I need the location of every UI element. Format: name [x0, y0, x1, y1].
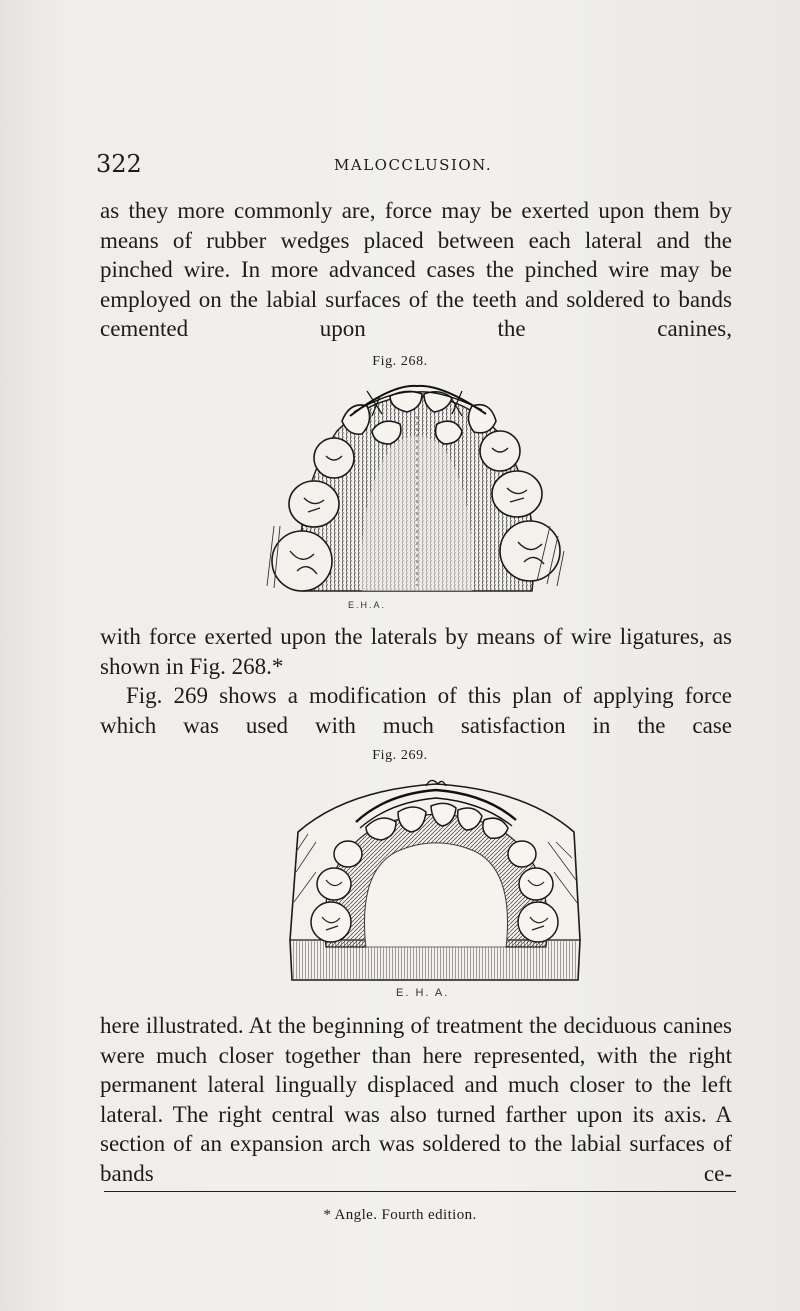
paragraph-1: as they more commonly are, force may be exerted upon them by means of rubber wedges placed between each lateral and the pinched wire. In more advanced cases the pinched wire may be employed on the labial surfaces of the teeth and soldered to bands cemented upon the canines,: [100, 198, 732, 341]
figure-268-initials: E.H.A.: [348, 600, 387, 610]
page-number: 322: [96, 150, 142, 178]
figure-269-caption: Fig. 269.: [372, 748, 428, 763]
paragraph-4: here illustrated. At the beginning of treatment the deciduous canines were much closer together than here represented, with the right permanent lateral lingually displaced and much closer to the left lateral. The right central was also turned farther upon its axis. A section of an expansion arch was soldered to the labial surfaces of bands ce-: [100, 1013, 732, 1186]
paragraph-3: Fig. 269 shows a modification of this plan of applying force which was used with much satisfaction in the case: [100, 683, 732, 738]
paragraph-2: with force exerted upon the laterals by means of wire ligatures, as shown in Fig. 268.*: [100, 624, 732, 679]
figure-269-initials: E. H. A.: [396, 987, 450, 999]
figure-268-caption: Fig. 268.: [372, 354, 428, 369]
running-head: MALOCCLUSION.: [334, 156, 493, 174]
page-header: [96, 150, 736, 180]
footnote-divider: [104, 1191, 736, 1192]
figure-269-illustration: [286, 772, 586, 987]
figure-268-illustration: [262, 376, 572, 606]
footnote: * Angle. Fourth edition.: [323, 1207, 477, 1223]
